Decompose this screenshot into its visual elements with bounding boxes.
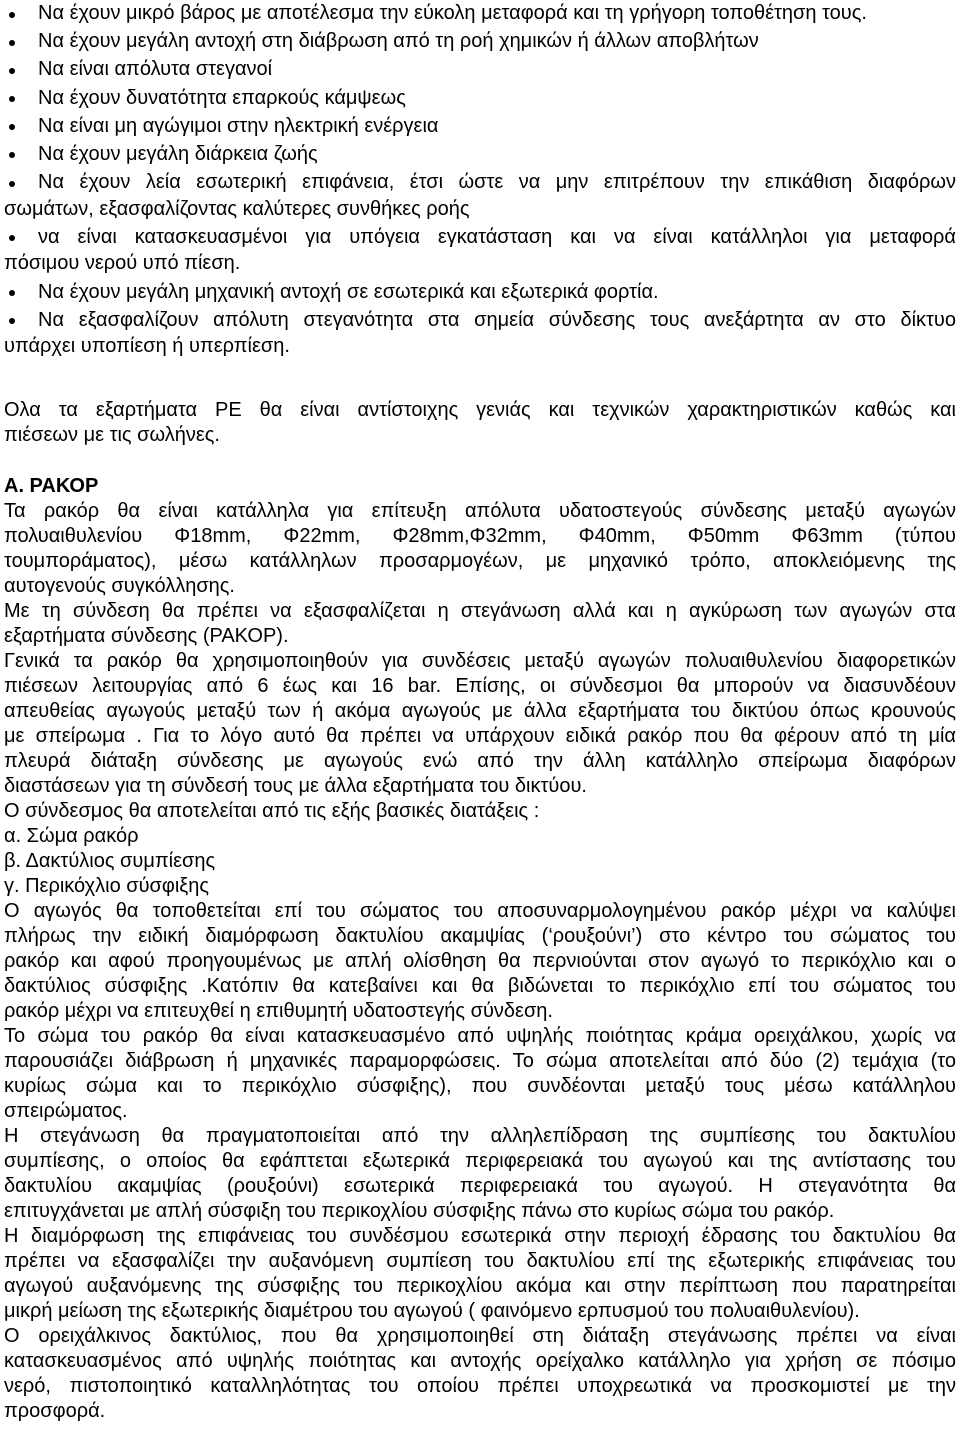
text-line: Ολα τα εξαρτήματα PE θα είναι αντίστοιχης γενιάς και τεχνικών χαρακτηριστικών καθώς και	[4, 398, 956, 421]
requirements-bullet-list	[4, 0, 956, 360]
text-line: παρουσιάζει διάβρωση ή μηχανικές παραμορφώσεις. Το σώμα αποτελείται από δύο (2) τεμάχια (το	[4, 1049, 956, 1072]
text-line: Γενικά τα ρακόρ θα χρησιμοποιηθούν για συνδέσεις μεταξύ αγωγών πολυαιθυλενίου διαφορετικών	[4, 649, 956, 672]
text-line: πόσιμου νερού υπό πίεση.	[4, 252, 241, 275]
paragraph-pe-fittings	[4, 398, 956, 448]
text-line: να είναι κατασκευασμένοι για υπόγεια εγκατάσταση και να είναι κατάλληλοι για μεταφορά	[38, 225, 956, 248]
text-line: τουμποράματος), μέσω κατάλληλων προσαρμογέων, με μηχανικό τρόπο, αποκλειόμενης της	[4, 549, 956, 572]
text-line: πλευρά διάταξη σύνδεσης με αγωγούς ενώ από την άλλη κατάλληλο σπείρωμα διαφόρων	[4, 749, 956, 772]
text-line: Να εξασφαλίζουν απόλυτη στεγανότητα στα σημεία σύνδεσης τους ανεξάρτητα αν στο δίκτυο	[38, 308, 956, 331]
text-line: πρέπει να εξασφαλίζει την αυξανόμενη συμπίεση του δακτυλίου επί της εξωτερικής επιφάνειας του	[4, 1249, 956, 1272]
text-line: πιέσεων με τις σωλήνες.	[4, 423, 220, 446]
text-line: πλήρως την ειδική διαμόρφωση δακτυλίου ακαμψίας (‘ρουξούνι’) στο κέντρο του σώματος του	[4, 924, 956, 947]
bullet-icon	[9, 181, 15, 187]
text-line: εξαρτήματα σύνδεσης (ΡΑΚΟΡ).	[4, 624, 289, 647]
text-line: υπάρχει υποπίεση ή υπερπίεση.	[4, 335, 290, 358]
text-line: πολυαιθυλενίου Φ18mm, Φ22mm, Φ28mm,Φ32mm, Φ40mm, Φ50mm Φ63mm (τύπου	[4, 524, 956, 547]
text-line: πιέσεων λειτουργίας από 6 έως και 16 bar. Επίσης, οι σύνδεσμοι θα μπορούν να διασυνδέουν	[4, 674, 956, 697]
paragraph-sealing-anchoring	[4, 599, 956, 649]
bullet-icon	[9, 40, 15, 46]
text-line: κυρίως σώμα και το περικόχλιο σύσφιξης), που συνδέονται μεταξύ τους μέσω κατάλληλου	[4, 1074, 956, 1097]
bullet-item	[4, 279, 956, 306]
bullet-item	[4, 28, 956, 55]
text-line: απευθείας αγωγούς μεταξύ των ή ακόμα αγωγούς με άλλα εξαρτήματα του δικτύου όπως κρουνούς	[4, 699, 956, 722]
text-line: δακτύλιος σύσφιξης .Κατόπιν θα κατεβαίνει και θα βιδώνεται το περικόχλιο επί του σώματος του	[4, 974, 956, 997]
section-heading: Α. ΡΑΚΟΡ	[4, 474, 99, 497]
paragraph-general-usage	[4, 649, 956, 799]
text-line: Τα ρακόρ θα είναι κατάλληλα για επίτευξη απόλυτα υδατοστεγούς σύνδεσης μεταξύ αγωγών	[4, 499, 956, 522]
text-line: δακτυλίου ακαμψίας (ρουξούνι) εσωτερικά περιφερειακά του αγωγού. Η στεγανότητα θα	[4, 1174, 956, 1197]
text-line: Η στεγάνωση θα πραγματοποιείται από την αλληλεπίδραση της συμπίεσης του δακτυλίου	[4, 1124, 956, 1147]
text-line: αγωγού αυξανόμενης της σύσφιξης του περικοχλίου ακόμα και στην περίπτωση που παρατηρείται	[4, 1274, 956, 1297]
text-line: Να έχουν δυνατότητα επαρκούς κάμψεως	[38, 86, 406, 109]
bullet-item	[4, 141, 956, 168]
text-line: Το σώμα του ρακόρ θα είναι κατασκευασμένο από υψηλής ποιότητας κράμα ορειχάλκου, χωρίς να	[4, 1024, 956, 1047]
component-item-nut	[4, 874, 956, 899]
section-body	[4, 499, 956, 1424]
text-line: Ο σύνδεσμος θα αποτελείται από τις εξής βασικές διατάξεις :	[4, 799, 540, 822]
text-line: Ο αγωγός θα τοποθετείται επί του σώματος του αποσυναρμολογημένου ρακόρ μέχρι να καλύψει	[4, 899, 956, 922]
text-line: Να είναι μη αγώγιμοι στην ηλεκτρική ενέργεια	[38, 114, 439, 137]
text-line: Να έχουν μεγάλη διάρκεια ζωής	[38, 142, 318, 165]
text-line: προσφορά.	[4, 1399, 106, 1422]
text-line: Ο ορειχάλκινος δακτύλιος, που θα χρησιμοποιηθεί στη διάταξη στεγάνωσης πρέπει να είναι	[4, 1324, 956, 1347]
document-page	[4, 0, 956, 1424]
text-line: επιτυγχάνεται με απλή σύσφιξη του περικοχλίου σύσφιξης πάνω στο κυρίως σώμα του ρακόρ.	[4, 1199, 835, 1222]
bullet-item	[4, 169, 956, 222]
text-line: συμπίεσης, ο οποίος θα εφάπτεται εξωτερικά περιφερειακά του αγωγού και της αντίστασης του	[4, 1149, 956, 1172]
bullet-item	[4, 0, 956, 27]
text-line: β. Δακτύλιος συμπίεσης	[4, 849, 216, 872]
paragraph-components-intro	[4, 799, 956, 824]
text-line: Να έχουν μικρό βάρος με αποτέλεσμα την εύκολη μεταφορά και τη γρήγορη τοποθέτηση τους.	[38, 2, 867, 24]
paragraph-installation	[4, 899, 956, 1024]
text-line: Να είναι απόλυτα στεγανοί	[38, 58, 273, 81]
text-line: γ. Περικόχλιο σύσφιξης	[4, 874, 210, 897]
text-line: σωμάτων, εξασφαλίζοντας καλύτερες συνθήκες ροής	[4, 197, 470, 220]
bullet-item	[4, 307, 956, 360]
text-line: ρακόρ και αφού προηγουμένως με απλή ολίσθηση θα περνιούνται στον αγωγό το περικόχλιο και ο	[4, 949, 956, 972]
text-line: διαστάσεων για τη σύνδεσή τους με άλλα εξαρτήματα του δικτύου.	[4, 774, 587, 797]
text-line: αυτογενούς συγκόλλησης.	[4, 574, 235, 597]
text-line: Με τη σύνδεση θα πρέπει να εξασφαλίζεται η στεγάνωση αλλά και η αγκύρωση των αγωγών στα	[4, 599, 956, 622]
text-line: Η διαμόρφωση της επιφάνειας του συνδέσμου εσωτερικά στην περιοχή έδρασης του δακτυλίου θα	[4, 1224, 956, 1247]
paragraph-body-material	[4, 1024, 956, 1124]
bullet-item	[4, 85, 956, 112]
bullet-item	[4, 224, 956, 277]
text-line: κατασκευασμένος από υψηλής ποιότητας και αντοχής ορείχαλκο κατάλληλο για χρήση σε πόσιμο	[4, 1349, 956, 1372]
bullet-icon	[9, 68, 15, 74]
paragraph-fittings-purpose	[4, 499, 956, 599]
component-item-ring	[4, 849, 956, 874]
text-line: Να έχουν μεγάλη αντοχή στη διάβρωση από τη ροή χημικών ή άλλων αποβλήτων	[38, 30, 759, 53]
text-line: σπειρώματος.	[4, 1099, 128, 1122]
paragraph-sealing-mechanism	[4, 1124, 956, 1224]
text-line: νερό, πιστοποιητικό καταλληλότητας του οποίου πρέπει υποχρεωτικά να προσκομιστεί με την	[4, 1374, 956, 1397]
text-line: α. Σώμα ρακόρ	[4, 824, 139, 847]
paragraph-brass-ring	[4, 1324, 956, 1424]
text-line: με σπείρωμα . Για το λόγο αυτό θα πρέπει να υπάρχουν ειδικά ρακόρ που θα φέρουν από τη μία	[4, 724, 956, 747]
paragraph-surface-design	[4, 1224, 956, 1324]
bullet-icon	[9, 290, 15, 296]
bullet-item	[4, 56, 956, 83]
text-line: Να έχουν μεγάλη μηχανική αντοχή σε εσωτερικά και εξωτερικά φορτία.	[38, 280, 659, 303]
text-line: μικρή μείωση της εξωτερικής διαμέτρου του αγωγού ( φαινόμενο ερπυσμού του πολυαιθυλενίου).	[4, 1299, 860, 1322]
text-line: ρακόρ μέχρι να επιτευχθεί η επιθυμητή υδατοστεγής σύνδεση.	[4, 999, 553, 1022]
bullet-item	[4, 113, 956, 140]
bullet-icon	[9, 12, 15, 18]
component-item-body	[4, 824, 956, 849]
text-line: Να έχουν λεία εσωτερική επιφάνεια, έτσι ώστε να μην επιτρέπουν την επικάθιση διαφόρων	[38, 171, 956, 194]
